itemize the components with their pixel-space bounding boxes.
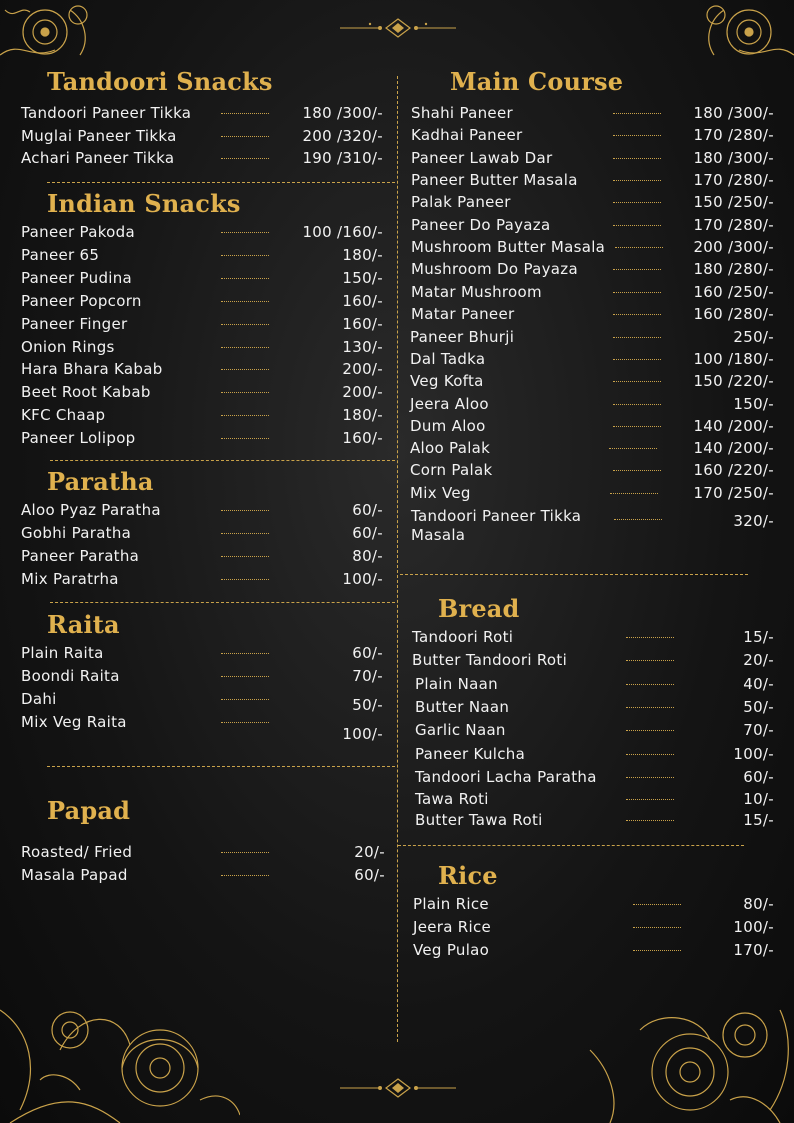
item-name: Onion Rings xyxy=(21,338,115,356)
dotted-leader xyxy=(221,875,269,876)
item-name: Butter Naan xyxy=(415,698,510,716)
menu-item xyxy=(411,305,774,327)
dotted-leader xyxy=(613,404,661,405)
item-price: 100/- xyxy=(733,745,774,763)
dotted-leader xyxy=(613,180,661,181)
item-name: Butter Tawa Roti xyxy=(415,811,543,829)
section-title-tandoori-snacks: Tandoori Snacks xyxy=(47,67,273,96)
menu-item xyxy=(410,372,774,394)
section-title-rice: Rice xyxy=(438,861,498,890)
item-name: Shahi Paneer xyxy=(411,104,513,122)
item-price: 10/- xyxy=(743,790,774,808)
item-price: 180/- xyxy=(342,406,383,424)
item-name: Palak Paneer xyxy=(411,193,511,211)
item-price: 20/- xyxy=(354,843,385,861)
item-price: 180 /300/- xyxy=(302,104,383,122)
dotted-leader xyxy=(221,676,269,677)
item-name: Dum Aloo xyxy=(410,417,486,435)
floral-corner-icon xyxy=(0,0,100,70)
item-price: 60/- xyxy=(352,501,383,519)
item-name: Tandoori Lacha Paratha xyxy=(415,768,597,786)
item-price: 160/- xyxy=(342,429,383,447)
section-divider xyxy=(47,766,395,767)
menu-item xyxy=(21,338,383,360)
item-price: 150/- xyxy=(342,269,383,287)
menu-item xyxy=(21,360,383,382)
dotted-leader xyxy=(626,730,674,731)
menu-item xyxy=(21,667,383,689)
item-name: Dahi xyxy=(21,690,57,708)
item-price: 170 /280/- xyxy=(693,216,774,234)
menu-item xyxy=(21,292,383,314)
item-price: 170/- xyxy=(733,941,774,959)
menu-item xyxy=(21,501,383,523)
item-price: 160/- xyxy=(342,292,383,310)
dotted-leader xyxy=(613,337,661,338)
item-price: 60/- xyxy=(354,866,385,884)
dotted-leader xyxy=(609,448,657,449)
top-ornament-icon xyxy=(340,18,456,38)
menu-item xyxy=(411,171,774,193)
item-price: 160 /280/- xyxy=(693,305,774,323)
item-name: Veg Kofta xyxy=(410,372,484,390)
dotted-leader xyxy=(221,533,269,534)
menu-item xyxy=(411,283,774,305)
item-price: 170 /280/- xyxy=(693,171,774,189)
section-divider xyxy=(47,182,395,183)
dotted-leader xyxy=(221,369,269,370)
item-price: 15/- xyxy=(743,811,774,829)
item-name: Boondi Raita xyxy=(21,667,120,685)
section-divider xyxy=(50,602,395,603)
menu-item xyxy=(410,328,774,350)
menu-item xyxy=(412,651,774,673)
item-name: Plain Rice xyxy=(413,895,489,913)
dotted-leader xyxy=(221,158,269,159)
item-name: Tandoori Paneer Tikka xyxy=(411,507,582,525)
item-price: 150 /220/- xyxy=(693,372,774,390)
item-name: Plain Raita xyxy=(21,644,104,662)
dotted-leader xyxy=(221,415,269,416)
section-title-papad: Papad xyxy=(47,796,131,825)
item-name: Paneer Finger xyxy=(21,315,128,333)
menu-item xyxy=(411,149,774,171)
dotted-leader xyxy=(626,820,674,821)
dotted-leader xyxy=(613,314,661,315)
item-price: 200 /320/- xyxy=(302,127,383,145)
item-price: 100 /180/- xyxy=(693,350,774,368)
item-price: 60/- xyxy=(352,524,383,542)
menu-item xyxy=(21,269,383,291)
dotted-leader xyxy=(626,684,674,685)
dotted-leader xyxy=(221,510,269,511)
item-name: Mushroom Butter Masala xyxy=(411,238,606,256)
item-name: KFC Chaap xyxy=(21,406,106,424)
dotted-leader xyxy=(626,660,674,661)
menu-item xyxy=(21,547,383,569)
dotted-leader xyxy=(221,699,269,700)
item-name: Tandoori Roti xyxy=(412,628,514,646)
item-name-line2: Masala xyxy=(411,526,466,544)
floral-corner-icon xyxy=(0,990,240,1123)
menu-item xyxy=(21,104,383,126)
item-price: 140 /200/- xyxy=(693,439,774,457)
section-title-bread: Bread xyxy=(438,594,520,623)
item-price: 150 /250/- xyxy=(693,193,774,211)
item-name: Mix Veg xyxy=(410,484,471,502)
item-price: 180 /300/- xyxy=(693,104,774,122)
dotted-leader xyxy=(610,493,658,494)
dotted-leader xyxy=(626,754,674,755)
menu-item xyxy=(415,698,774,720)
menu-item xyxy=(413,918,774,940)
column-divider xyxy=(397,76,398,1042)
menu-item xyxy=(410,395,774,417)
item-price: 250/- xyxy=(733,328,774,346)
item-price: 190 /310/- xyxy=(302,149,383,167)
dotted-leader xyxy=(613,225,661,226)
menu-item xyxy=(21,843,385,865)
item-price: 200/- xyxy=(342,360,383,378)
dotted-leader xyxy=(613,381,661,382)
item-price: 140 /200/- xyxy=(693,417,774,435)
item-price: 15/- xyxy=(743,628,774,646)
menu-item xyxy=(411,126,774,148)
item-name: Jeera Rice xyxy=(413,918,492,936)
item-price: 50/- xyxy=(743,698,774,716)
dotted-leader xyxy=(613,113,661,114)
bottom-ornament-icon xyxy=(340,1078,456,1098)
item-name: Paneer Pakoda xyxy=(21,223,135,241)
item-name: Paneer Butter Masala xyxy=(411,171,578,189)
dotted-leader xyxy=(221,556,269,557)
item-name: Paneer Popcorn xyxy=(21,292,142,310)
dotted-leader xyxy=(221,392,269,393)
menu-item xyxy=(415,811,774,833)
item-price: 20/- xyxy=(743,651,774,669)
item-name: Matar Mushroom xyxy=(411,283,542,301)
menu-item xyxy=(411,193,774,215)
item-name: Tandoori Paneer Tikka xyxy=(21,104,192,122)
menu-item xyxy=(415,768,774,790)
item-price: 160 /250/- xyxy=(693,283,774,301)
section-title-paratha: Paratha xyxy=(47,467,154,496)
item-name: Muglai Paneer Tikka xyxy=(21,127,177,145)
dotted-leader xyxy=(221,579,269,580)
item-price: 70/- xyxy=(352,667,383,685)
menu-item xyxy=(21,315,383,337)
menu-item xyxy=(21,690,383,712)
menu-item xyxy=(410,484,774,506)
menu-item xyxy=(21,406,383,428)
dotted-leader xyxy=(626,637,674,638)
section-divider xyxy=(400,574,748,575)
item-price: 160/- xyxy=(342,315,383,333)
dotted-leader xyxy=(221,722,269,723)
item-name: Paneer Do Payaza xyxy=(411,216,551,234)
dotted-leader xyxy=(613,470,661,471)
floral-corner-icon xyxy=(580,990,794,1123)
item-name: Tawa Roti xyxy=(415,790,489,808)
item-price: 200/- xyxy=(342,383,383,401)
menu-item xyxy=(415,790,774,812)
menu-item xyxy=(21,149,383,171)
dotted-leader xyxy=(633,927,681,928)
item-name: Kadhai Paneer xyxy=(411,126,523,144)
item-price: 70/- xyxy=(743,721,774,739)
item-name: Paneer Kulcha xyxy=(415,745,526,763)
item-price: 160 /220/- xyxy=(693,461,774,479)
item-price: 50/- xyxy=(352,696,383,714)
item-name: Plain Naan xyxy=(415,675,498,693)
menu-item xyxy=(410,461,774,483)
dotted-leader xyxy=(221,113,269,114)
item-name: Mix Paratrha xyxy=(21,570,119,588)
menu-item xyxy=(410,417,774,439)
item-price: 200 /300/- xyxy=(693,238,774,256)
item-price: 320/- xyxy=(733,512,774,530)
item-name: Paneer Paratha xyxy=(21,547,140,565)
menu-item xyxy=(411,104,774,126)
item-name: Mushroom Do Payaza xyxy=(411,260,578,278)
section-title-raita: Raita xyxy=(47,610,120,639)
menu-item xyxy=(411,260,774,282)
item-name: Hara Bhara Kabab xyxy=(21,360,163,378)
menu-item xyxy=(21,524,383,546)
item-name: Mix Veg Raita xyxy=(21,713,127,731)
item-name: Paneer Bhurji xyxy=(410,328,515,346)
item-price: 150/- xyxy=(733,395,774,413)
item-name: Beet Root Kabab xyxy=(21,383,151,401)
dotted-leader xyxy=(626,707,674,708)
item-price: 130/- xyxy=(342,338,383,356)
item-name: Dal Tadka xyxy=(410,350,486,368)
dotted-leader xyxy=(221,347,269,348)
menu-item xyxy=(415,675,774,697)
menu-item xyxy=(415,721,774,743)
item-name: Garlic Naan xyxy=(415,721,506,739)
item-price: 170 /250/- xyxy=(693,484,774,502)
section-title-indian-snacks: Indian Snacks xyxy=(47,189,241,218)
dotted-leader xyxy=(221,653,269,654)
dotted-leader xyxy=(613,135,661,136)
item-price: 100/- xyxy=(733,918,774,936)
item-name: Matar Paneer xyxy=(411,305,515,323)
menu-item xyxy=(21,644,383,666)
dotted-leader xyxy=(221,438,269,439)
section-divider xyxy=(398,845,744,846)
dotted-leader xyxy=(221,324,269,325)
item-price: 80/- xyxy=(743,895,774,913)
item-price: 40/- xyxy=(743,675,774,693)
menu-item xyxy=(21,866,385,888)
dotted-leader xyxy=(615,247,663,248)
item-price: 60/- xyxy=(743,768,774,786)
menu-item xyxy=(21,127,383,149)
dotted-leader xyxy=(221,232,269,233)
item-price: 180 /280/- xyxy=(693,260,774,278)
section-divider xyxy=(50,460,395,461)
item-price: 60/- xyxy=(352,644,383,662)
menu-item xyxy=(412,628,774,650)
item-price: 80/- xyxy=(352,547,383,565)
dotted-leader xyxy=(221,301,269,302)
menu-item xyxy=(21,246,383,268)
dotted-leader xyxy=(221,255,269,256)
dotted-leader xyxy=(613,359,661,360)
item-name: Paneer 65 xyxy=(21,246,100,264)
dotted-leader xyxy=(613,158,661,159)
dotted-leader xyxy=(613,292,661,293)
item-name: Aloo Pyaz Paratha xyxy=(21,501,161,519)
menu-item xyxy=(411,216,774,238)
dotted-leader xyxy=(221,852,269,853)
menu-item xyxy=(21,713,383,743)
menu-item xyxy=(21,223,383,245)
item-name: Masala Papad xyxy=(21,866,128,884)
floral-corner-icon xyxy=(694,0,794,70)
menu-item xyxy=(411,238,774,260)
item-name: Veg Pulao xyxy=(413,941,490,959)
dotted-leader xyxy=(613,202,661,203)
dotted-leader xyxy=(633,950,681,951)
item-name: Paneer Lawab Dar xyxy=(411,149,553,167)
menu-item xyxy=(21,570,383,592)
dotted-leader xyxy=(633,904,681,905)
item-price: 100/- xyxy=(342,570,383,588)
item-price: 100/- xyxy=(342,725,383,743)
dotted-leader xyxy=(626,777,674,778)
menu-item xyxy=(413,941,774,963)
item-price: 100 /160/- xyxy=(302,223,383,241)
item-price: 180/- xyxy=(342,246,383,264)
dotted-leader xyxy=(221,278,269,279)
dotted-leader xyxy=(221,136,269,137)
menu-item xyxy=(21,429,383,451)
menu-item xyxy=(410,350,774,372)
section-title-main-course: Main Course xyxy=(450,67,624,96)
item-price: 170 /280/- xyxy=(693,126,774,144)
item-name: Paneer Pudina xyxy=(21,269,133,287)
dotted-leader xyxy=(613,426,661,427)
item-price: 180 /300/- xyxy=(693,149,774,167)
menu-item xyxy=(21,383,383,405)
item-name: Corn Palak xyxy=(410,461,493,479)
menu-item xyxy=(411,507,774,547)
dotted-leader xyxy=(614,519,662,520)
item-name: Paneer Lolipop xyxy=(21,429,136,447)
item-name: Gobhi Paratha xyxy=(21,524,132,542)
item-name: Roasted/ Fried xyxy=(21,843,133,861)
item-name: Aloo Palak xyxy=(410,439,491,457)
menu-item xyxy=(413,895,774,917)
dotted-leader xyxy=(626,799,674,800)
menu-item xyxy=(415,745,774,767)
menu-item xyxy=(410,439,774,461)
dotted-leader xyxy=(613,269,661,270)
item-name: Jeera Aloo xyxy=(410,395,489,413)
item-name: Butter Tandoori Roti xyxy=(412,651,568,669)
item-name: Achari Paneer Tikka xyxy=(21,149,175,167)
